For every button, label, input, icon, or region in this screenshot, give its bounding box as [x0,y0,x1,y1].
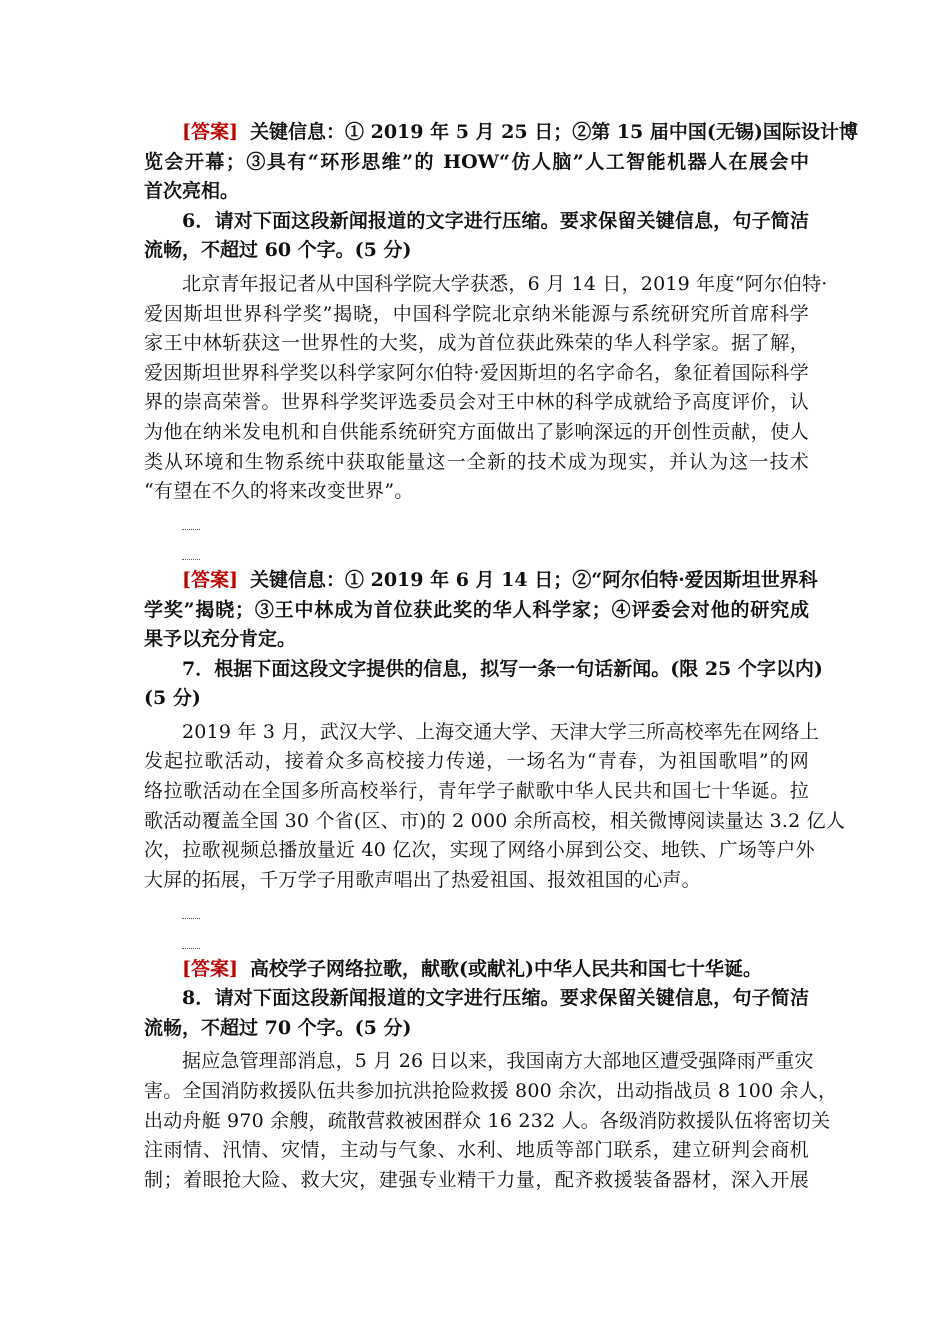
q7-passage-line: 大屏的拓展，千万学子用歌声唱出了热爱祖国、报效祖国的心声。 [144,868,701,891]
q6-passage-line: 为他在纳米发电机和自供能系统研究方面做出了影响深远的开创性贡献，使人 [144,420,809,443]
question-7-line-1: 7．根据下面这段文字提供的信息，拟写一条一句话新闻。(限 25 个字以内) [182,657,823,680]
answer-tag: [答案] [182,568,238,591]
answer-6-line-1: [答案] 关键信息：① 2019 年 6 月 14 日；②“阿尔伯特·爱因斯坦世界科 [182,568,818,591]
answer-6-line-2: 学奖”揭晓；③王中林成为首位获此奖的华人科学家；④评委会对他的研究成 [144,598,809,621]
answer-tag: [答案] [182,121,238,143]
q8-passage-line: 注雨情、汛情、灾情，主动与气象、水利、地质等部门联系，建立研判会商机 [144,1139,809,1162]
q6-passage-line: “有望在不久的将来改变世界”。 [144,480,414,503]
q6-passage-line: 界的崇高荣誉。世界科学奖评选委员会对王中林的科学成就给予高度评价，认 [144,391,809,414]
question-6-line-2: 流畅，不超过 60 个字。(5 分) [144,239,412,262]
q6-passage-line: 家王中林斩获这一世界性的大奖，成为首位获此殊荣的华人科学家。据了解， [144,332,809,355]
q6-passage-line: 类从环境和生物系统中获取能量这一全新的技术成为现实，并认为这一技术 [144,450,809,473]
q7-passage-line: 发起拉歌活动，接着众多高校接力传递，一场名为“青春，为祖国歌唱”的网 [144,750,809,773]
q6-passage-line: 北京青年报记者从中国科学院大学获悉，6 月 14 日，2019 年度“阿尔伯特· [182,272,828,295]
q6-passage-line: 爱因斯坦世界科学奖以科学家阿尔伯特·爱因斯坦的名字命名，象征着国际科学 [144,361,809,384]
q7-passage-line: 2019 年 3 月，武汉大学、上海交通大学、天津大学三所高校率先在网络上 [182,720,819,743]
answer-5-line-3: 首次亮相。 [144,180,240,203]
q7-passage-line: 次，拉歌视频总播放量近 40 亿次，实现了网络小屏到公交、地铁、广场等户外 [144,839,815,862]
answer-blank-line [144,895,809,925]
q7-passage-line: 络拉歌活动在全国多所高校举行，青年学子献歌中华人民共和国七十华诞。拉 [144,780,809,803]
q8-passage-line: 制；着眼抢大险、救大灾，建强专业精干力量，配齐救援装备器材，深入开展 [144,1168,809,1191]
question-8-line-2: 流畅，不超过 70 个字。(5 分) [144,1016,412,1039]
question-6-line-1: 6．请对下面这段新闻报道的文字进行压缩。要求保留关键信息，句子简洁 [182,209,809,232]
answer-5-line-2: 览会开幕；③具有“环形思维”的 HOW“仿人脑”人工智能机器人在展会中 [144,150,809,173]
answer-tag: [答案] [182,957,238,980]
q8-passage-line: 害。全国消防救援队伍共参加抗洪抢险救援 800 余次，出动指战员 8 100 余人， [144,1080,838,1102]
answer-5-line-1: [答案] 关键信息：① 2019 年 5 月 25 日；②第 15 届中国(无锡)国际设计博 [182,121,858,143]
answer-blank-line [144,925,809,955]
answer-blank-line [144,507,809,537]
q8-passage-line: 出动舟艇 970 余艘，疏散营救被困群众 16 232 人。各级消防救援队伍将密切关 [144,1109,831,1132]
document-page [144,118,858,1195]
answer-6-line-3: 果予以充分肯定。 [144,628,297,651]
question-8-line-1: 8．请对下面这段新闻报道的文字进行压缩。要求保留关键信息，句子简洁 [182,987,809,1010]
q8-passage-line: 据应急管理部消息，5 月 26 日以来，我国南方大部地区遭受强降雨严重灾 [182,1050,814,1073]
question-7-line-2: (5 分) [144,687,201,710]
answer-blank-line [144,536,809,566]
q7-passage-line: 歌活动覆盖全国 30 个省(区、市)的 2 000 余所高校，相关微博阅读量达 3.2 亿人 [144,809,846,832]
q6-passage-line: 爱因斯坦世界科学奖”揭晓，中国科学院北京纳米能源与系统研究所首席科学 [144,302,809,325]
answer-7-line-1: [答案] 高校学子网络拉歌，献歌(或献礼)中华人民共和国七十华诞。 [182,957,762,980]
